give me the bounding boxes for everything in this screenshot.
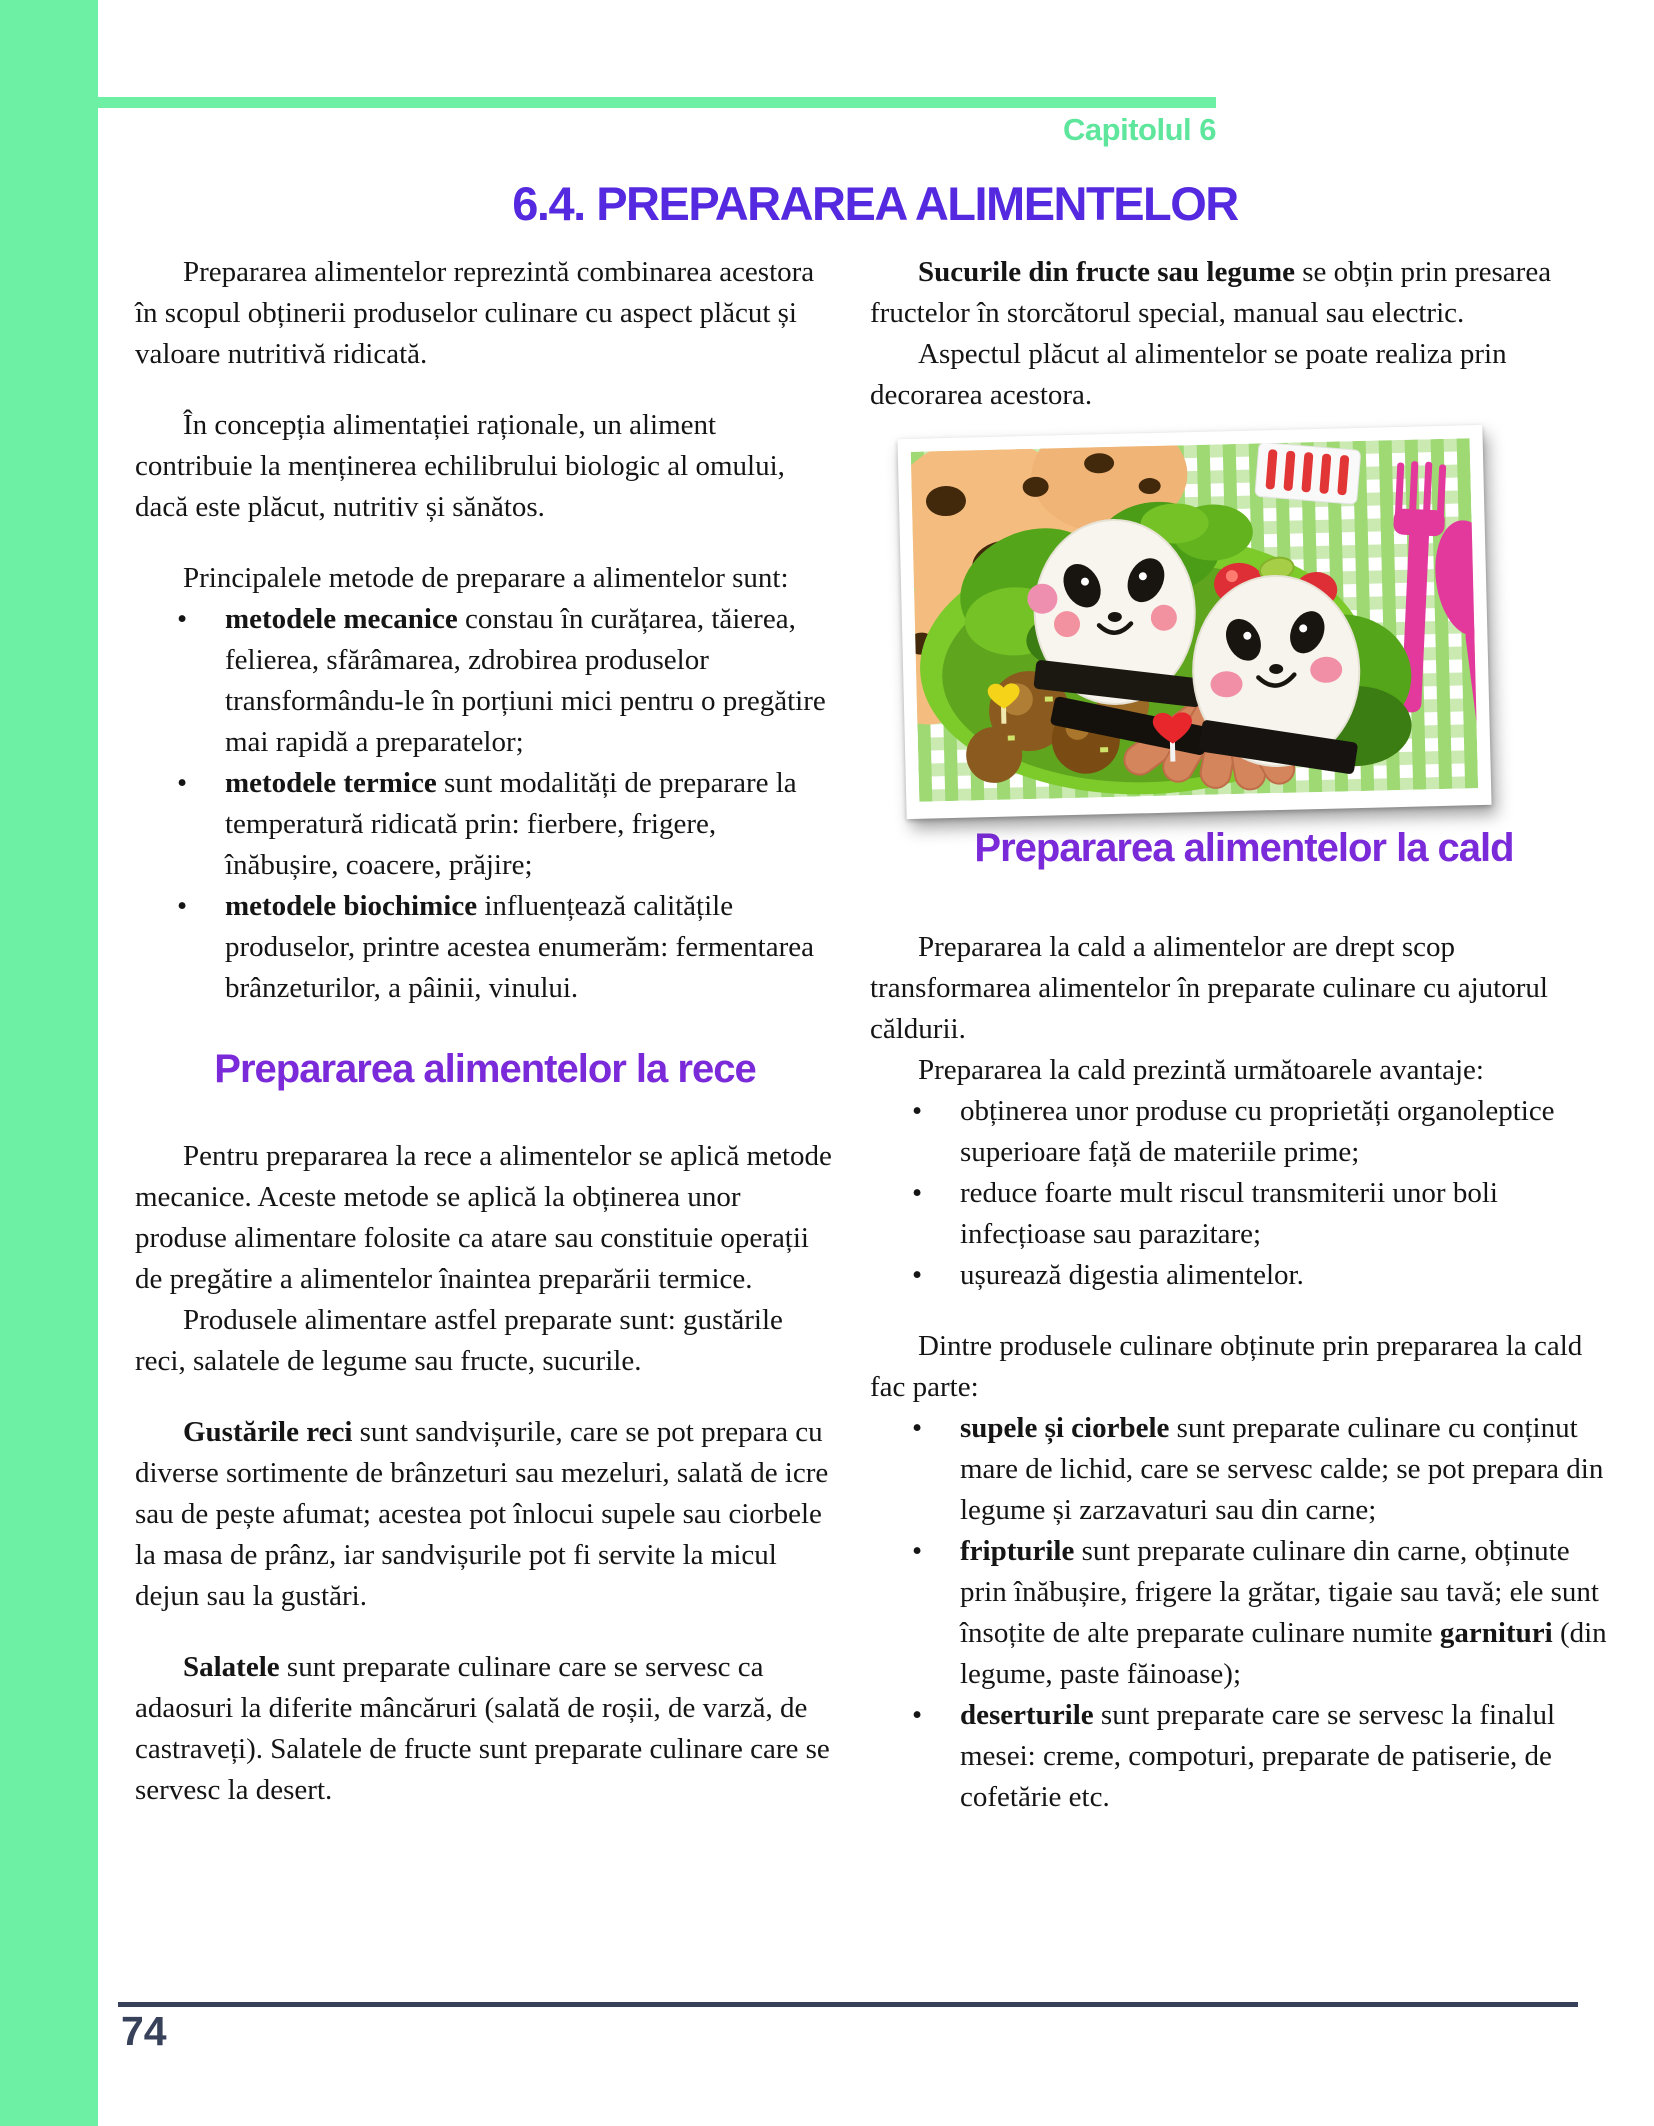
bold-lead: fripturile [960, 1535, 1075, 1567]
chapter-label: Capitolul 6 [1063, 112, 1216, 147]
page-number: 74 [121, 2008, 167, 2054]
advantages-list [870, 1091, 1618, 1296]
list-item-advantage: • obținerea unor produse cu proprietăți organoleptice superioare față de materiile prime; [870, 1091, 1618, 1173]
list-item-text: sunt preparate care se servesc la finalul mesei: creme, compoturi, preparate de patiserie, de cofetărie etc. [960, 1699, 1556, 1813]
panda-rice-ball-right [1190, 553, 1361, 778]
paragraph-rece-2: Produsele alimentare astfel preparate sunt: gustările reci, salatele de legume sau fructe, sucurile. [135, 1304, 783, 1377]
section-heading-rece: Prepararea alimentelor la rece [214, 1047, 756, 1091]
bold-lead: metodele biochimice [225, 890, 478, 922]
striped-box [1255, 442, 1361, 504]
paragraph-metode-intro: Principalele metode de preparare a alimentelor sunt: [183, 562, 789, 594]
bold-mid: garnituri [1439, 1617, 1553, 1649]
bold-lead: Gustările reci [183, 1416, 353, 1448]
paragraph-text: sunt sandvișurile, care se pot prepara cu diverse sortimente de brânzeturi sau mezeluri, salată de icre sau de pește afumat; acestea pot înlocui supele sau ciorbele la masa de prânz, iar sandvișurile pot fi servite la micul dejun sau la gustări. [135, 1416, 829, 1612]
list-item-metode-biochimice [135, 886, 835, 1009]
paragraph-gustari [135, 1412, 835, 1617]
left-column [135, 252, 835, 1811]
list-item-advantage: • ușurează digestia alimentelor. [870, 1255, 1618, 1296]
paragraph-cald-2: Prepararea la cald prezintă următoarele avantaje: [918, 1054, 1484, 1086]
bold-lead: metodele termice [225, 767, 437, 799]
paragraph-aspect: Aspectul plăcut al alimentelor se poate realiza prin decorarea acestora. [870, 338, 1507, 411]
list-item-text: (din legume, paste făinoase); [960, 1617, 1607, 1690]
bento-panda-illustration [911, 438, 1478, 802]
paragraph-rece-1: Pentru prepararea la rece a alimentelor se aplică metode mecanice. Aceste metode se aplică la obținerea unor produse alimentare folosite ca atare sau constituie operații de pregătire a alimentelor înaintea preparării termice. [135, 1140, 832, 1295]
list-item-text: sunt modalități de preparare la temperatură ridicată prin: fierbere, frigere, înăbușire, coacere, prăjire; [225, 767, 797, 881]
paragraph-cald-1: Prepararea la cald a alimentelor are drept scop transformarea alimentelor în preparate culinare cu ajutorul căldurii. [870, 931, 1548, 1045]
list-item-advantage: • reduce foarte mult riscul transmiterii unor boli infecțioase sau parazitare; [870, 1173, 1618, 1255]
dishes-list [870, 1408, 1618, 1818]
list-item-fripturile [870, 1531, 1618, 1695]
list-item-metode-termice [135, 763, 835, 886]
bento-photo [897, 425, 1491, 819]
paragraph-dintre: Dintre produsele culinare obținute prin prepararea la cald fac parte: [870, 1330, 1583, 1403]
list-item-metode-mecanice [135, 599, 835, 763]
green-sidebar-band [0, 0, 98, 2126]
paragraph-conceptie: În concepția alimentației raționale, un aliment contribuie la menținerea echilibrului biologic al omului, dacă este plăcut, nutritiv și sănătos. [135, 409, 785, 523]
list-item-text: sunt preparate culinare cu conținut mare de lichid, care se servesc calde; se pot prepara din legume și zarzavaturi sau din carne; [960, 1412, 1604, 1526]
bold-lead: metodele mecanice [225, 603, 458, 635]
methods-list [135, 599, 835, 1009]
green-top-rule [98, 97, 1216, 108]
page-title: 6.4. PREPARAREA ALIMENTELOR [512, 177, 1238, 230]
bold-lead: deserturile [960, 1699, 1094, 1731]
paragraph-salate [135, 1647, 835, 1811]
footer-rule [118, 2002, 1578, 2007]
list-item-text: constau în curățarea, tăierea, felierea, sfărâmarea, zdrobirea produselor transformându-le în porțiuni mici pentru o pregătire mai rapidă a preparatelor; [225, 603, 826, 758]
paragraph-sucuri [870, 252, 1618, 334]
right-column [870, 252, 1618, 1818]
section-heading-cald: Prepararea alimentelor la cald [974, 826, 1514, 870]
bold-lead: supele și ciorbele [960, 1412, 1170, 1444]
list-item-deserturile [870, 1695, 1618, 1818]
bold-lead: Salatele [183, 1651, 280, 1683]
list-item-supele [870, 1408, 1618, 1531]
list-item-text: sunt preparate culinare din carne, obținute prin înăbușire, frigere la grătar, tigaie sau tavă; ele sunt însoțite de alte preparate culinare numite [960, 1535, 1599, 1649]
bold-lead: Sucurile din fructe sau legume [918, 256, 1295, 288]
paragraph-text: sunt preparate culinare care se servesc ca adaosuri la diferite mâncăruri (salată de roșii, de varză, de castraveți). Salatele de fructe sunt preparate culinare care se servesc la desert. [135, 1651, 830, 1806]
list-item-text: influențează calitățile produselor, printre acestea enumerăm: fermentarea brânzeturilor, a pâinii, vinului. [225, 890, 815, 1004]
paragraph-intro: Prepararea alimentelor reprezintă combinarea acestora în scopul obținerii produselor culinare cu aspect plăcut și valoare nutritivă ridicată. [135, 256, 815, 370]
paragraph-text: se obțin prin presarea fructelor în storcătorul special, manual sau electric. [870, 256, 1552, 329]
